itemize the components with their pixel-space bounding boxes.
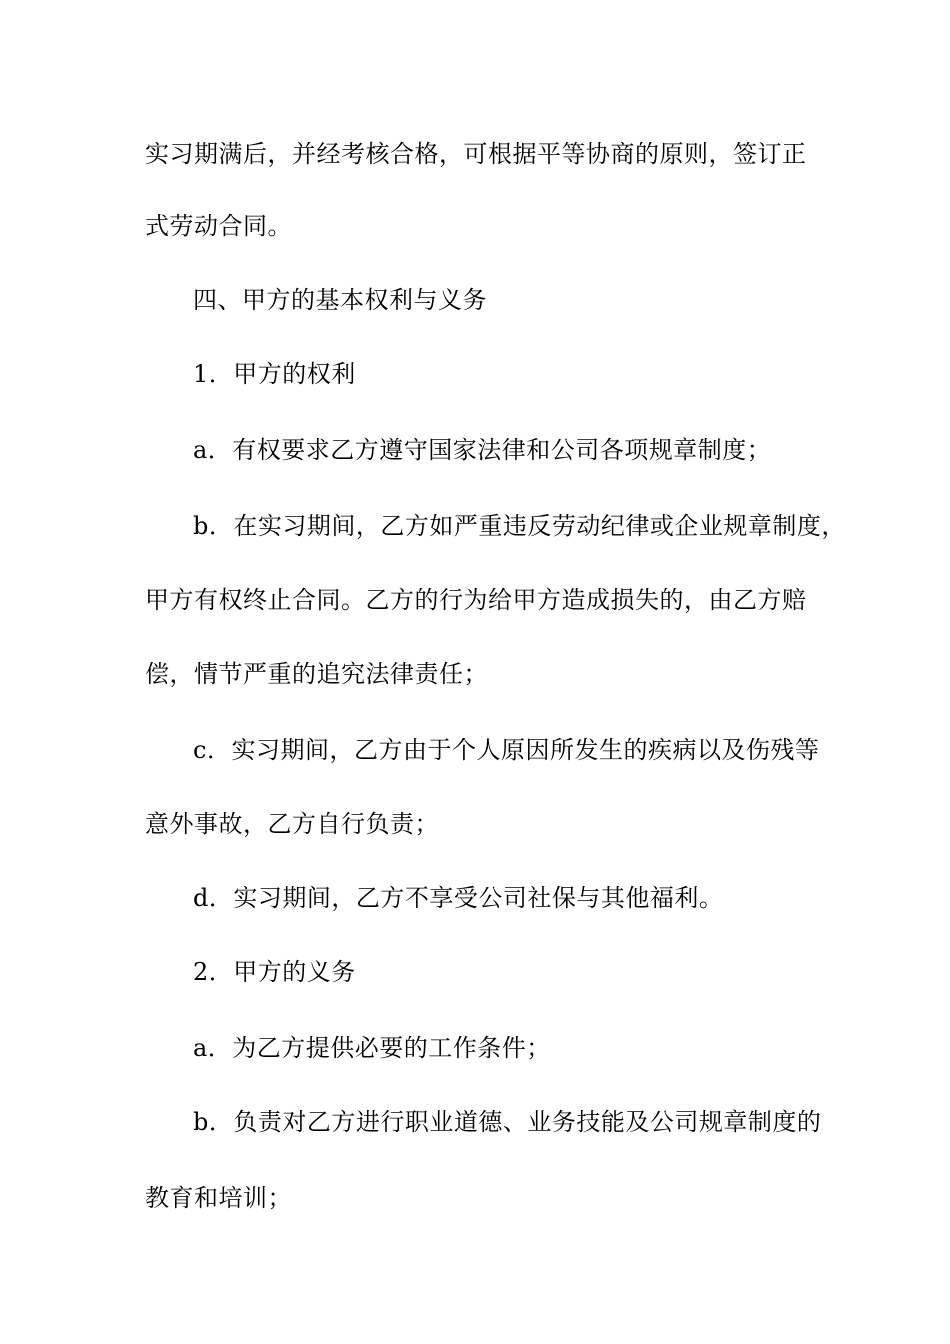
list-item: b．在实习期间，乙方如严重违反劳动纪律或企业规章制度， — [193, 512, 846, 540]
list-item: a．为乙方提供必要的工作条件； — [193, 1034, 551, 1062]
paragraph-line: 偿，情节严重的追究法律责任； — [145, 660, 488, 688]
paragraph-line: 实习期满后，并经考核合格，可根据平等协商的原则，签订正 — [145, 140, 807, 168]
list-item: b．负责对乙方进行职业道德、业务技能及公司规章制度的 — [193, 1108, 822, 1136]
section-heading: 四、甲方的基本权利与义务 — [193, 286, 487, 314]
paragraph-line: 甲方有权终止合同。乙方的行为给甲方造成损失的，由乙方赔 — [145, 586, 807, 614]
list-item: c．实习期间，乙方由于个人原因所发生的疾病以及伤残等 — [193, 736, 820, 764]
subsection-heading: 1．甲方的权利 — [193, 360, 356, 388]
paragraph-line: 意外事故，乙方自行负责； — [145, 810, 439, 838]
list-item: a．有权要求乙方遵守国家法律和公司各项规章制度； — [193, 436, 772, 464]
paragraph-line: 教育和培训； — [145, 1184, 292, 1212]
list-item: d．实习期间，乙方不享受公司社保与其他福利。 — [193, 884, 724, 912]
subsection-heading: 2．甲方的义务 — [193, 958, 356, 986]
paragraph-line: 式劳动合同。 — [145, 212, 292, 240]
